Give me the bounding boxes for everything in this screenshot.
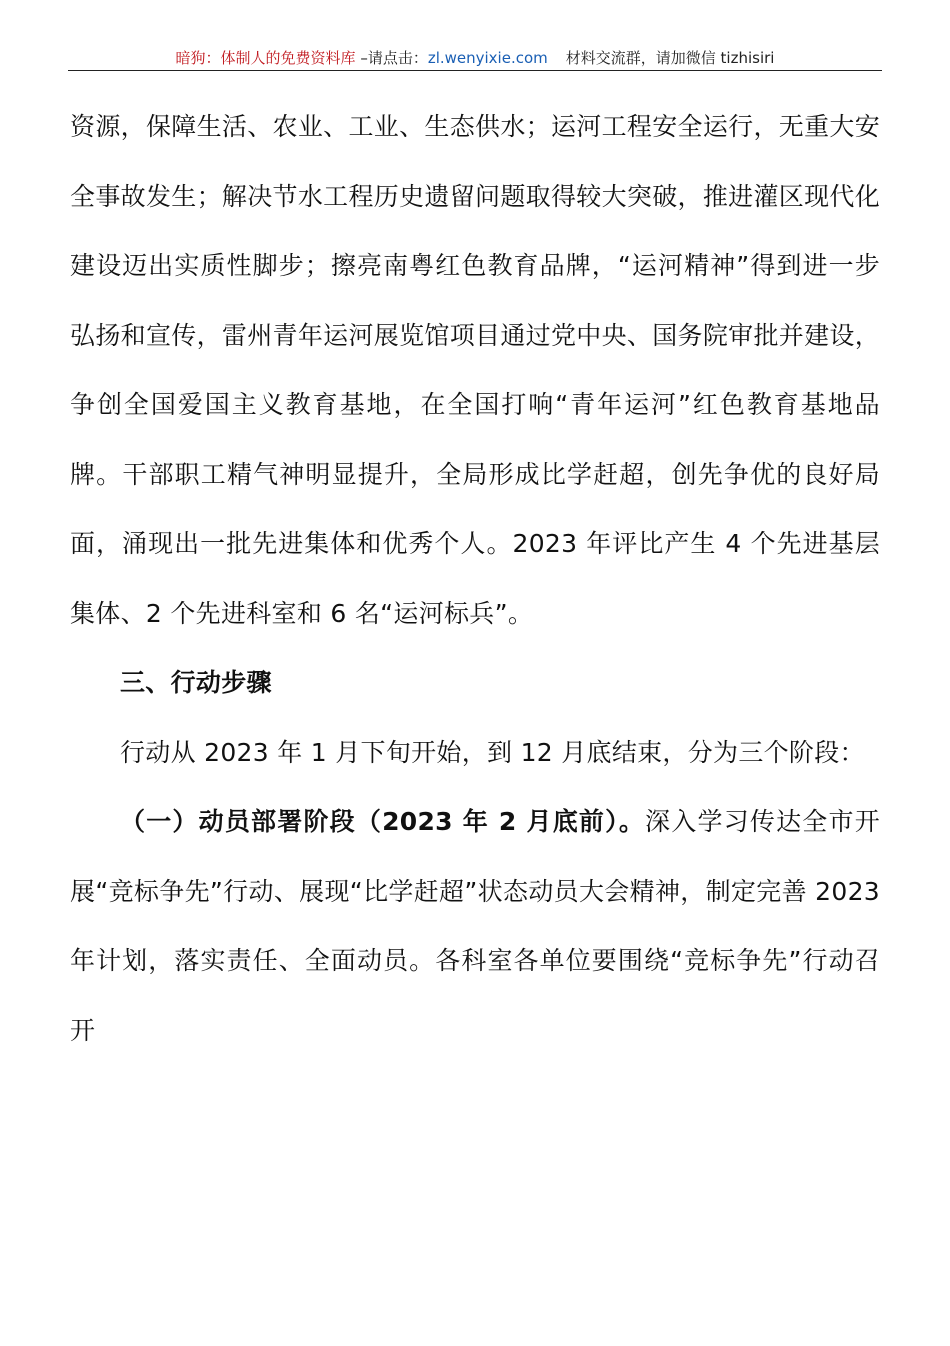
section-heading-action-steps: 三、行动步骤 [120, 668, 272, 697]
paragraph-goals: 资源，保障生活、农业、工业、生态供水；运河工程安全运行，无重大安全事故发生；解决节水工程历史遗留问题取得较大突破，推进灌区现代化建设迈出实质性脚步；擦亮南粤红色教育品牌，“运河精神”得到进一步弘扬和宣传，雷州青年运河展览馆项目通过党中央、国务院审批并建设，争创全国爱国主义教育基地，在全国打响“青年运河”红色教育基地品牌。干部职工精气神明显提升，全局形成比学赶超，创先争优的良好局面，涌现出一批先进集体和优秀个人。2023 年评比产生 4 个先进基层集体、2 个先进科室和 6 名“运河标兵”。 [70, 112, 880, 628]
paragraph-timeline: 行动从 2023 年 1 月下旬开始，到 12 月底结束，分为三个阶段： [120, 737, 865, 767]
page-header [68, 48, 882, 71]
header-prompt: –请点击： [355, 49, 428, 67]
header-brand: 暗狗：体制人的免费资料库 [175, 49, 356, 67]
paragraph-stage-one [70, 787, 880, 1065]
document-body [70, 92, 880, 1065]
header-url-link[interactable]: zl.wenyixie.com [427, 49, 548, 67]
stage-one-text: 深入学习传达全市开展“竞标争先”行动、展现“比学赶超”状态动员大会精神，制定完善 2023 年计划，落实责任、全面动员。各科室各单位要围绕“竞标争先”行动召开 [70, 807, 880, 1045]
stage-one-title: （一）动员部署阶段（2023 年 2 月底前）。 [120, 807, 646, 836]
header-group-note: 材料交流群，请加微信 tizhisiri [565, 49, 775, 67]
